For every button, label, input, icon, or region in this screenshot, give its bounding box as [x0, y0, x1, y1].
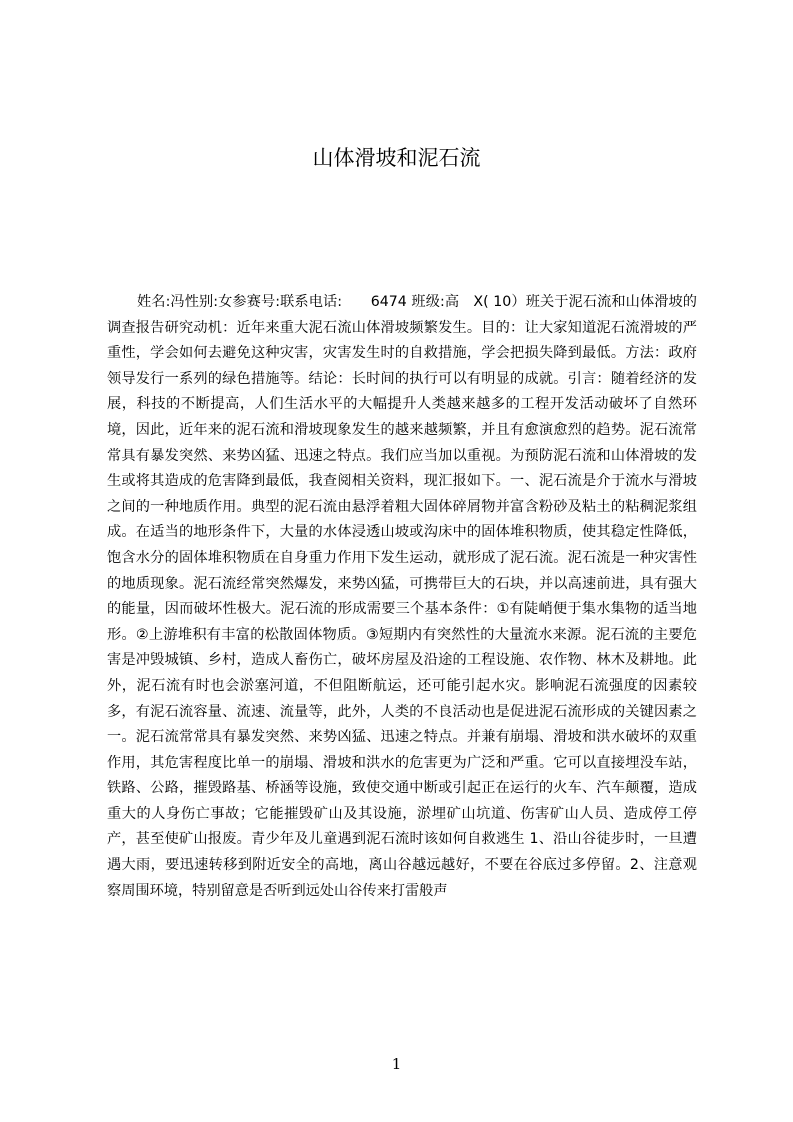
document-title: 山体滑坡和泥石流 — [312, 146, 481, 170]
body-paragraph: 姓名:冯性别:女参赛号:联系电话: 6474 班级:高 X( 10）班关于泥石流和山体滑坡的调查报告研究动机：近年来重大泥石流山体滑坡频繁发生。目的：让大家知道泥石流滑坡的严重性，学会如何去避免这种灾害，灾害发生时的自救措施，学会把损失降到最低。方法：政府领导发行一系列的绿色措施等。结论：长时间的执行可以有明显的成就。引言：随着经济的发展，科技的不断提高，人们生活水平的大幅提升人类越来越多的工程开发活动破坏了自然环境，因此，近年来的泥石流和滑坡现象发生的越来越频繁，并且有愈演愈烈的趋势。泥石流常常具有暴发突然、来势凶猛、迅速之特点。我们应当加以重视。为预防泥石流和山体滑坡的发生或将其造成的危害降到最低，我查阅相关资料，现汇报如下。一、泥石流是介于流水与滑坡之间的一种地质作用。典型的泥石流由悬浮着粗大固体碎屑物并富含粉砂及粘土的粘稠泥浆组成。在适当的地形条件下，大量的水体浸透山坡或沟床中的固体堆积物质，使其稳定性降低，饱含水分的固体堆积物质在自身重力作用下发生运动，就形成了泥石流。泥石流是一种灾害性的地质现象。泥石流经常突然爆发，来势凶猛，可携带巨大的石块，并以高速前进，具有强大的能量，因而破坏性极大。泥石流的形成需要三个基本条件：①有陡峭便于集水集物的适当地形。②上游堆积有丰富的松散固体物质。③短期内有突然性的大量流水来源。泥石流的主要危害是冲毁城镇、乡村，造成人畜伤亡，破坏房屋及沿途的工程设施、农作物、林木及耕地。此外，泥石流有时也会淤塞河道，不但阻断航运，还可能引起水灾。影响泥石流强度的因素较多，有泥石流容量、流速、流量等，此外，人类的不良活动也是促进泥石流形成的关键因素之一。泥石流常常具有暴发突然、来势凶猛、迅速之特点。并兼有崩塌、滑坡和洪水破坏的双重作用，其危害程度比单一的崩塌、滑坡和洪水的危害更为广泛和严重。它可以直接埋没车站，铁路、公路，摧毁路基、桥涵等设施，致使交通中断或引起正在运行的火车、汽车颠覆，造成重大的人身伤亡事故；它能摧毁矿山及其设施，淤埋矿山坑道、伤害矿山人员、造成停工停产，甚至使矿山报废。青少年及儿童遇到泥石流时该如何自救逃生 1、沿山谷徒步时，一旦遭遇大雨，要迅速转移到附近安全的高地，离山谷越远越好，不要在谷底过多停留。2、注意观察周围环境，特别留意是否听到远处山谷传来打雷般声 — [107, 294, 697, 899]
page-number: 1 — [391, 1055, 402, 1073]
